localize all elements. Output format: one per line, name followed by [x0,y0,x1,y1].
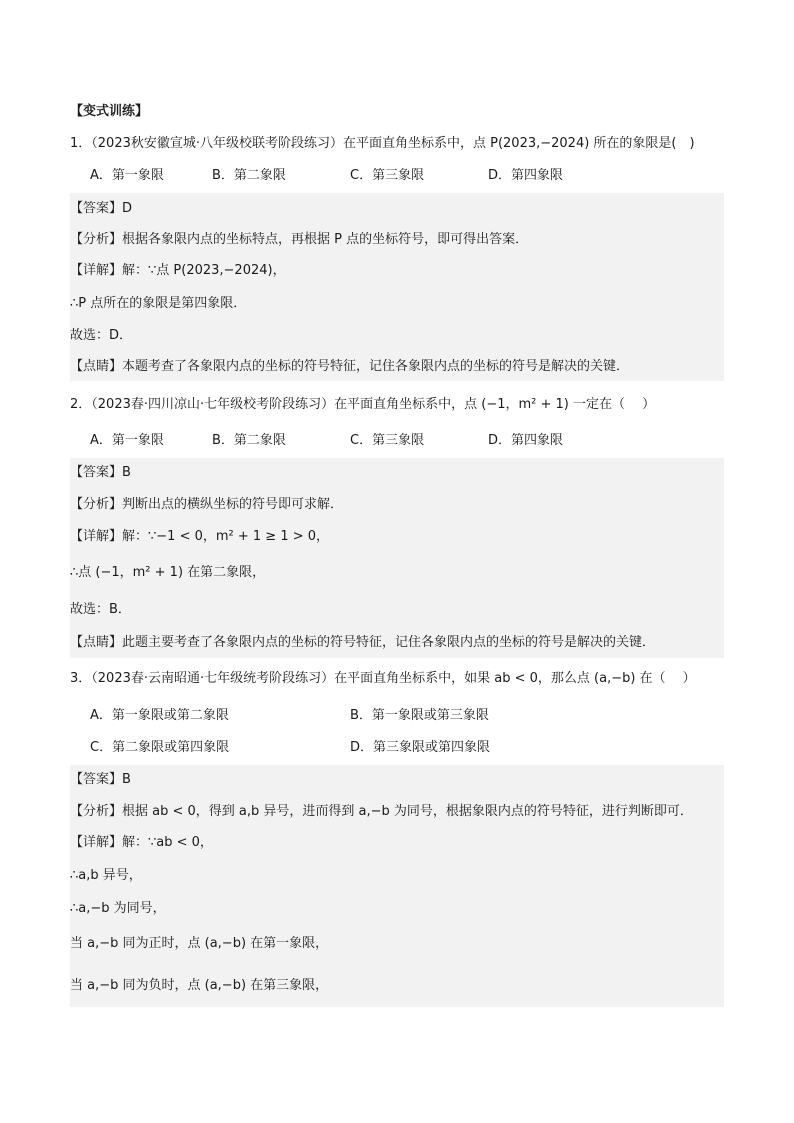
q3-option-c: C．第二象限或第四象限 [90,740,230,755]
q1-option-a: A．第一象限 [90,168,164,183]
q1-option-d: D．第四象限 [488,168,564,183]
q1-stem: 1．（2023秋安徽宣城·八年级校联考阶段练习）在平面直角坐标系中，点 P(2023,−2024) 所在的象限是( ) [70,136,695,151]
q3-analysis: 【分析】根据 ab < 0，得到 a,b 异号，进而得到 a,−b 为同号，根据象限内点的符号特征，进行判断即可． [70,804,693,819]
q3-answer: 【答案】B [70,772,131,787]
q1-detail-line: ∴P 点所在的象限是第四象限． [70,296,247,311]
q1-detail-line: 【详解】解：∵点 P(2023,−2024)， [70,263,286,278]
q3-detail-line: 当 a,−b 同为负时，点 (a,−b) 在第三象限， [70,978,329,993]
q2-stem: 2．（2023春·四川凉山·七年级校考阶段练习）在平面直角坐标系中，点 (−1，m² + 1) 一定在（ ） [70,397,656,412]
section-title: 【变式训练】 [70,104,149,119]
q3-option-a: A．第一象限或第二象限 [90,708,229,723]
q1-answer: 【答案】D [70,201,133,216]
q1-detail-line: 故选：D． [70,328,133,343]
q1-option-b: B．第二象限 [212,168,286,183]
q2-comment: 【点睛】此题主要考查了各象限内点的坐标的符号特征，记住各象限内点的坐标的符号是解决的关键． [70,635,656,650]
q1-comment: 【点睛】本题考查了各象限内点的坐标的符号特征，记住各象限内点的坐标的符号是解决的关键． [70,359,630,374]
q2-detail-line: 【详解】解：∵−1 < 0，m² + 1 ≥ 1 > 0， [70,529,330,544]
q2-option-c: C．第三象限 [350,433,425,448]
q1-option-c: C．第三象限 [350,168,425,183]
q1-analysis: 【分析】根据各象限内点的坐标特点，再根据 P 点的坐标符号，即可得出答案． [70,232,529,247]
q3-option-d: D．第三象限或第四象限 [350,740,491,755]
q2-option-d: D．第四象限 [488,433,564,448]
q3-detail-line: ∴a,−b 为同号， [70,901,166,916]
q3-detail-line: 【详解】解：∵ab < 0， [70,835,213,850]
q2-detail-line: ∴点 (−1，m² + 1) 在第二象限， [70,565,266,580]
q2-answer: 【答案】B [70,465,131,480]
q3-stem: 3．（2023春·云南昭通·七年级统考阶段练习）在平面直角坐标系中，如果 ab < 0，那么点 (a,−b) 在（ ） [70,671,696,686]
q2-option-b: B．第二象限 [212,433,286,448]
q2-detail-line: 故选：B． [70,602,131,617]
q3-detail-line: 当 a,−b 同为正时，点 (a,−b) 在第一象限， [70,936,329,951]
q3-option-b: B．第一象限或第三象限 [350,708,489,723]
q3-detail-line: ∴a,b 异号， [70,868,142,883]
q2-option-a: A．第一象限 [90,433,164,448]
q1-solution-panel [70,193,724,381]
q3-solution-panel [70,765,724,1007]
q2-solution-panel [70,458,724,658]
q2-analysis: 【分析】判断出点的横纵坐标的符号即可求解． [70,497,344,512]
